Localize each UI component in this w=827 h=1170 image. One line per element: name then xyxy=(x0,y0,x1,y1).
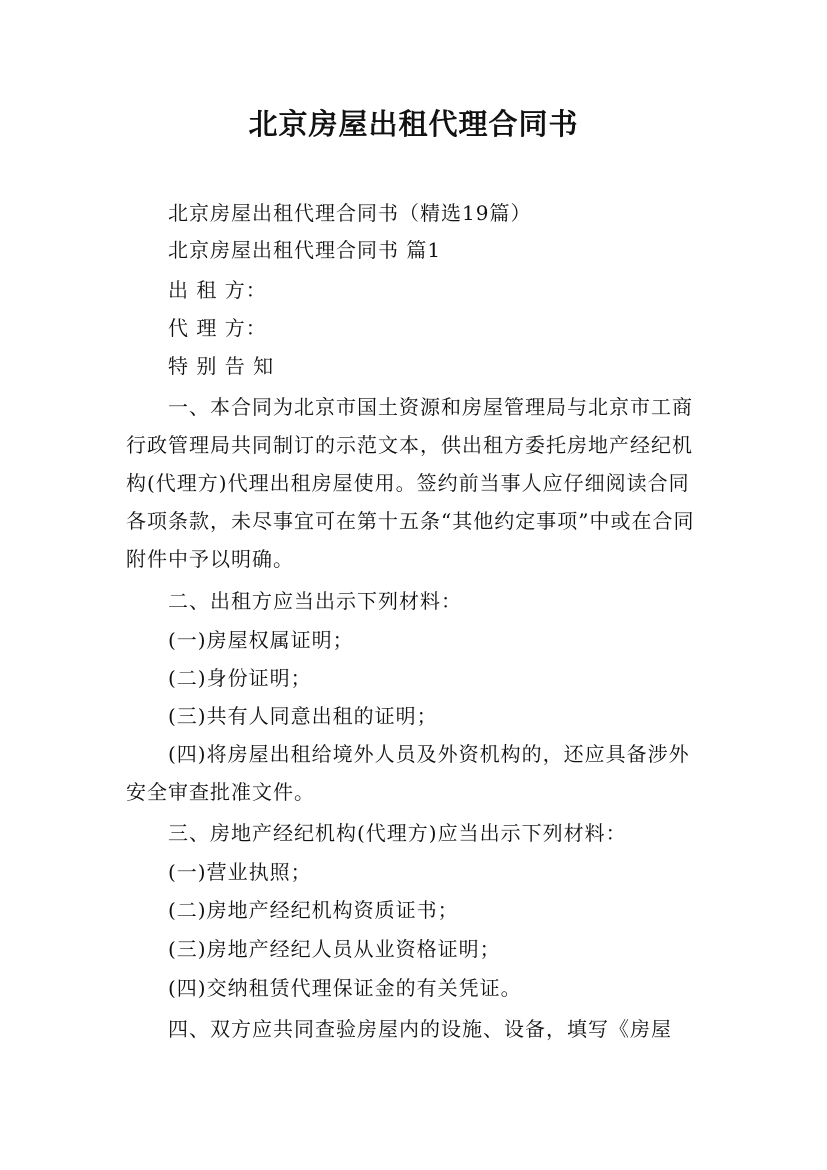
item-2-4: (四)将房屋出租给境外人员及外资机构的，还应具备涉外安全审查批准文件。 xyxy=(126,742,690,804)
paragraph-one: 一、本合同为北京市国土资源和房屋管理局与北京市工商行政管理局共同制订的示范文本，供出租方委托房地产经纪机构(代理方)代理出租房屋使用。签约前当事人应仔细阅读合同各项条款，未尽事宜可在第十五条“其他约定事项”中或在合同附件中予以明确。 xyxy=(126,395,695,571)
item-2-3: (三)共有人同意出租的证明； xyxy=(168,704,438,728)
paragraph-two: 二、出租方应当出示下列材料： xyxy=(168,589,462,613)
item-2-2: (二)身份证明； xyxy=(168,666,312,690)
notice-heading: 特 别 告 知 xyxy=(168,354,275,378)
lessor-label: 出 租 方： xyxy=(168,278,267,302)
item-3-4: (四)交纳租赁代理保证金的有关凭证。 xyxy=(168,976,522,1000)
paragraph-three: 三、房地产经纪机构(代理方)应当出示下列材料： xyxy=(168,821,627,845)
item-3-2: (二)房地产经纪机构资质证书； xyxy=(168,898,459,922)
agent-label: 代 理 方： xyxy=(168,316,267,340)
collection-title: 北京房屋出租代理合同书（精选19篇） xyxy=(168,201,532,225)
item-3-1: (一)营业执照； xyxy=(168,860,312,884)
item-2-1: (一)房屋权属证明； xyxy=(168,628,354,652)
paragraph-four: 四、双方应共同查验房屋内的设施、设备，填写《房屋 xyxy=(168,1017,672,1041)
document-title: 北京房屋出租代理合同书 xyxy=(248,107,579,141)
item-3-3: (三)房地产经纪人员从业资格证明； xyxy=(168,937,501,961)
section-title: 北京房屋出租代理合同书 篇1 xyxy=(168,238,442,262)
